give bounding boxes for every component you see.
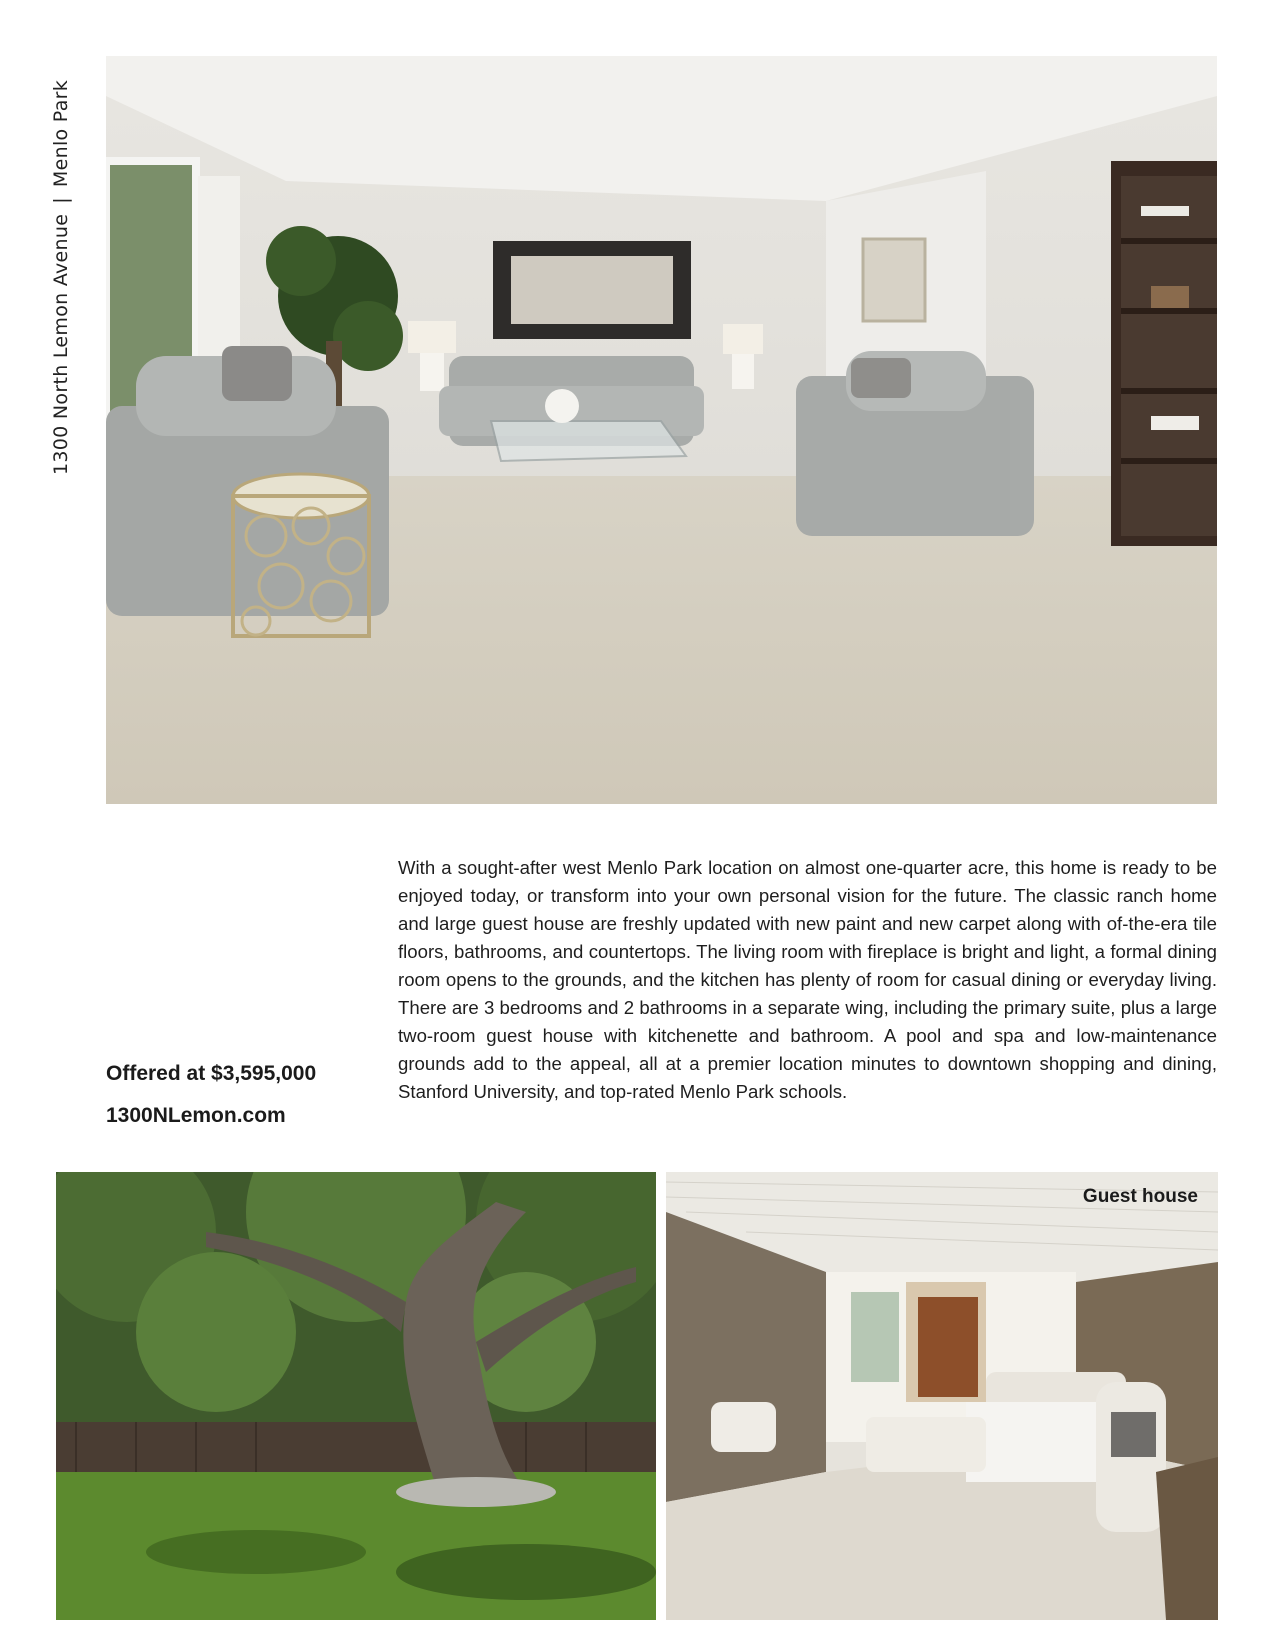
listing-website[interactable]: 1300NLemon.com bbox=[106, 1104, 286, 1127]
side-address: 1300 North Lemon Avenue bbox=[50, 213, 72, 475]
side-address-title bbox=[46, 55, 76, 475]
guest-house-photo bbox=[666, 1172, 1218, 1620]
side-separator: | bbox=[50, 197, 72, 204]
listing-price: Offered at $3,595,000 bbox=[106, 1062, 317, 1085]
listing-description: With a sought-after west Menlo Park location on almost one-quarter acre, this home is ready to be enjoyed today, or transform into your own personal vision for the future. The classic ranch home and large guest house are freshly updated with new paint and new carpet along with of-the-era tile floors, bathrooms, and countertops. The living room with fireplace is bright and light, a formal dining room opens to the grounds, and the kitchen has plenty of room for casual dining or everyday living. There are 3 bedrooms and 2 bathrooms in a separate wing, including the primary suite, plus a large two-room guest house with kitchenette and bathroom. A pool and spa and low-maintenance grounds add to the appeal, all at a premier location minutes to downtown shopping and dining, Stanford University, and top-rated Menlo Park schools. bbox=[398, 857, 1217, 1102]
living-room-photo bbox=[106, 56, 1217, 804]
oak-tree-yard-photo bbox=[56, 1172, 656, 1620]
side-city: Menlo Park bbox=[50, 79, 72, 188]
guest-house-caption: Guest house bbox=[1082, 1186, 1198, 1207]
